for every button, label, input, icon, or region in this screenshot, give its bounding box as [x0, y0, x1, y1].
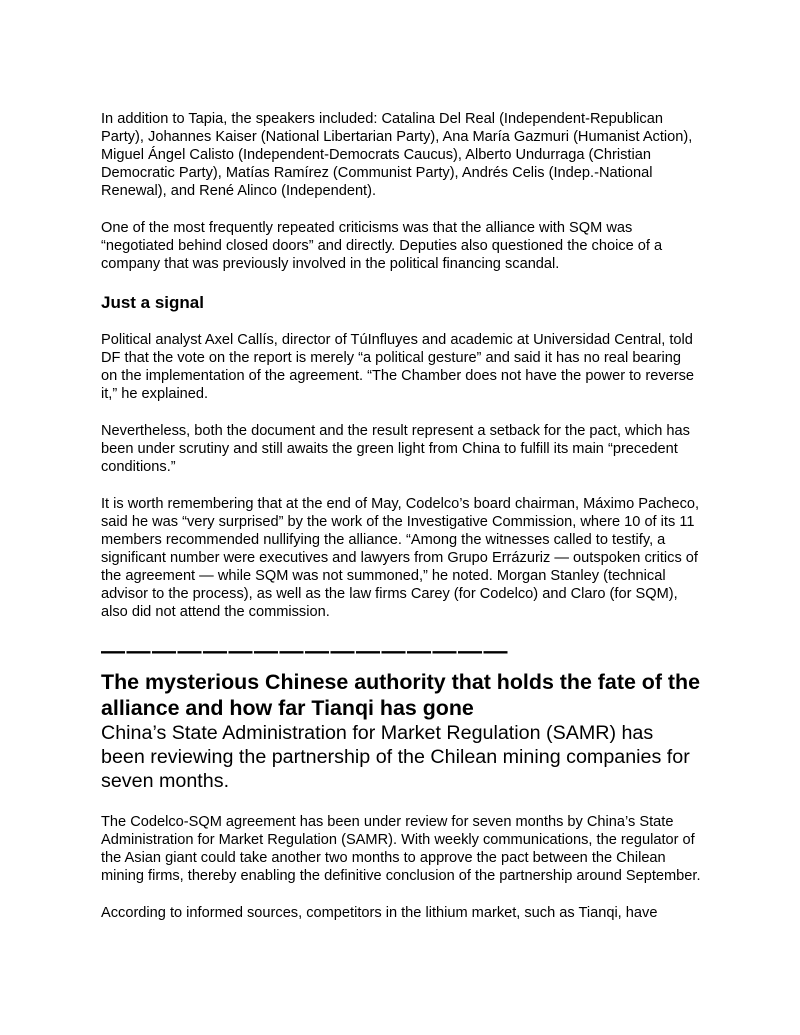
paragraph-analyst: Political analyst Axel Callís, director of TúInfluyes and academic at Universidad Central, told DF that the vote on the report is merely “a political gesture” and said it has no real bearing on the implementation of the agreement. “The Chamber does not have the power to reverse it,” he explained.: [101, 332, 695, 402]
article-headline: The mysterious Chinese authority that holds the fate of the alliance and how far Tianqi has gone: [101, 670, 701, 720]
paragraph-codelco-chairman: It is worth remembering that at the end of May, Codelco’s board chairman, Máximo Pacheco, said he was “very surprised” by the work of the Investigative Commission, where 10 of its 11 members recommended nullifying the alliance. “Among the witnesses called to testify, a significant number were executives and lawyers from Grupo Errázuriz — outspoken critics of the agreement — while SQM was not summoned,” he noted. Morgan Stanley (technical advisor to the process), as well as the law firms Carey (for Codelco) and Claro (for SQM), also did not attend the commission.: [101, 496, 700, 620]
document-page: [101, 110, 701, 941]
paragraph-speakers: In addition to Tapia, the speakers included: Catalina Del Real (Independent-Republican Party), Johannes Kaiser (National Libertarian Party), Ana María Gazmuri (Humanist Action), Miguel Ángel Calisto (Independent-Democrats Caucus), Alberto Undurraga (Christian Democratic Party), Matías Ramírez (Communist Party), Andrés Celis (Indep.-National Renewal), and René Alinco (Independent).: [101, 111, 693, 199]
paragraph-setback: Nevertheless, both the document and the result represent a setback for the pact, which has been under scrutiny and still awaits the green light from China to fulfill its main “precedent conditions.”: [101, 423, 690, 475]
section-subheading: Just a signal: [101, 293, 204, 312]
section-divider: ————————————————: [101, 638, 509, 665]
paragraph-criticisms: One of the most frequently repeated criticisms was that the alliance with SQM was “negotiated behind closed doors” and directly. Deputies also questioned the choice of a company that was previously involved in the political financing scandal.: [101, 220, 663, 272]
paragraph-tianqi: According to informed sources, competitors in the lithium market, such as Tianqi, have: [101, 905, 658, 921]
article-dek: China’s State Administration for Market Regulation (SAMR) has been reviewing the partnership of the Chilean mining companies for seven months.: [101, 722, 690, 792]
paragraph-samr-review: The Codelco-SQM agreement has been under review for seven months by China’s State Administration for Market Regulation (SAMR). With weekly communications, the regulator of the Asian giant could take another two months to approve the pact between the Chilean mining firms, thereby enabling the definitive conclusion of the partnership around September.: [101, 814, 701, 884]
